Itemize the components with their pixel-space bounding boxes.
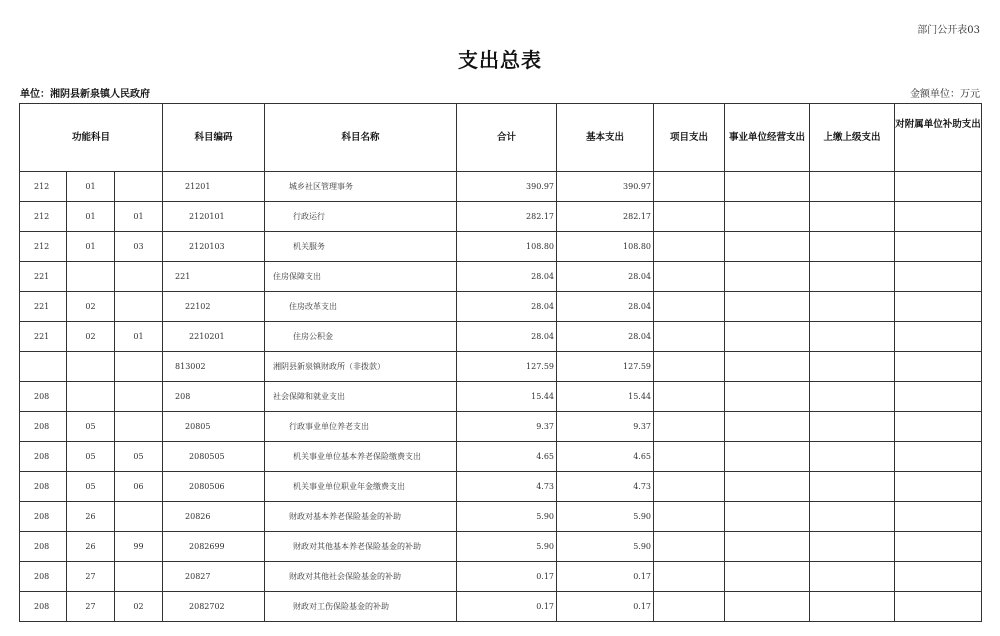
business-cell	[725, 262, 810, 292]
func-subitem-cell	[115, 292, 163, 322]
func-subitem-cell: 01	[115, 322, 163, 352]
subject-name-cell: 机关服务	[265, 232, 457, 262]
upper-cell	[810, 502, 895, 532]
subsidy-cell	[895, 292, 982, 322]
func-class-cell: 208	[20, 442, 67, 472]
business-cell	[725, 172, 810, 202]
func-subitem-cell: 03	[115, 232, 163, 262]
func-item-cell: 26	[67, 502, 115, 532]
project-cell	[654, 382, 725, 412]
table-row	[20, 352, 982, 382]
project-cell	[654, 412, 725, 442]
total-cell: 28.04	[457, 262, 557, 292]
func-item-cell	[67, 262, 115, 292]
func-class-cell	[20, 352, 67, 382]
upper-cell	[810, 262, 895, 292]
func-subitem-cell: 05	[115, 442, 163, 472]
table-row	[20, 262, 982, 292]
func-class-cell: 208	[20, 382, 67, 412]
subject-name-cell: 行政运行	[265, 202, 457, 232]
business-cell	[725, 502, 810, 532]
subsidy-cell	[895, 592, 982, 622]
func-item-cell: 01	[67, 202, 115, 232]
basic-cell: 282.17	[557, 202, 654, 232]
func-item-cell: 27	[67, 592, 115, 622]
business-cell	[725, 412, 810, 442]
upper-cell	[810, 562, 895, 592]
expenditure-table	[19, 103, 982, 622]
subject-code-cell: 2210201	[163, 322, 265, 352]
func-subitem-cell: 02	[115, 592, 163, 622]
func-item-cell: 02	[67, 322, 115, 352]
subject-name-cell: 城乡社区管理事务	[265, 172, 457, 202]
subject-code-cell: 2082699	[163, 532, 265, 562]
subject-code-cell: 20805	[163, 412, 265, 442]
project-cell	[654, 472, 725, 502]
total-cell: 0.17	[457, 562, 557, 592]
business-cell	[725, 472, 810, 502]
func-subitem-cell	[115, 172, 163, 202]
func-item-cell: 01	[67, 172, 115, 202]
func-subitem-cell	[115, 382, 163, 412]
project-cell	[654, 442, 725, 472]
total-cell: 5.90	[457, 502, 557, 532]
total-cell: 9.37	[457, 412, 557, 442]
basic-cell: 15.44	[557, 382, 654, 412]
func-item-cell: 05	[67, 472, 115, 502]
subject-code-cell: 813002	[163, 352, 265, 382]
func-subitem-cell: 99	[115, 532, 163, 562]
upper-cell	[810, 172, 895, 202]
page-title: 支出总表	[458, 48, 542, 72]
basic-cell: 9.37	[557, 412, 654, 442]
total-cell: 108.80	[457, 232, 557, 262]
func-class-cell: 221	[20, 292, 67, 322]
project-cell	[654, 202, 725, 232]
form-code: 部门公开表03	[917, 25, 980, 36]
subject-code-cell: 208	[163, 382, 265, 412]
table-row	[20, 292, 982, 322]
header-subject-name: 科目名称	[265, 104, 457, 172]
subsidy-cell	[895, 382, 982, 412]
header-total: 合计	[457, 104, 557, 172]
table-row	[20, 592, 982, 622]
subsidy-cell	[895, 322, 982, 352]
func-class-cell: 212	[20, 172, 67, 202]
table-row	[20, 172, 982, 202]
table-row	[20, 232, 982, 262]
func-item-cell: 05	[67, 442, 115, 472]
subject-name-cell: 财政对其他社会保险基金的补助	[265, 562, 457, 592]
upper-cell	[810, 592, 895, 622]
func-class-cell: 208	[20, 562, 67, 592]
func-class-cell: 221	[20, 262, 67, 292]
project-cell	[654, 262, 725, 292]
business-cell	[725, 232, 810, 262]
project-cell	[654, 502, 725, 532]
table-body	[20, 172, 982, 622]
basic-cell: 4.73	[557, 472, 654, 502]
business-cell	[725, 562, 810, 592]
upper-cell	[810, 202, 895, 232]
func-subitem-cell: 06	[115, 472, 163, 502]
project-cell	[654, 532, 725, 562]
business-cell	[725, 352, 810, 382]
reporting-unit: 单位：湘阴县新泉镇人民政府	[20, 89, 150, 100]
subsidy-cell	[895, 562, 982, 592]
table-row	[20, 532, 982, 562]
subject-code-cell: 2080505	[163, 442, 265, 472]
func-item-cell: 05	[67, 412, 115, 442]
header-func-subject: 功能科目	[20, 104, 163, 172]
subject-code-cell: 2120103	[163, 232, 265, 262]
subject-name-cell: 社会保障和就业支出	[265, 382, 457, 412]
business-cell	[725, 592, 810, 622]
project-cell	[654, 322, 725, 352]
business-cell	[725, 202, 810, 232]
amount-unit: 金额单位：万元	[910, 89, 980, 100]
upper-cell	[810, 292, 895, 322]
subject-name-cell: 财政对基本养老保险基金的补助	[265, 502, 457, 532]
total-cell: 28.04	[457, 292, 557, 322]
subsidy-cell	[895, 202, 982, 232]
basic-cell: 127.59	[557, 352, 654, 382]
subject-name-cell: 财政对其他基本养老保险基金的补助	[265, 532, 457, 562]
subsidy-cell	[895, 232, 982, 262]
func-class-cell: 208	[20, 592, 67, 622]
basic-cell: 4.65	[557, 442, 654, 472]
header-subsidy: 对附属单位补助支出	[895, 104, 982, 172]
upper-cell	[810, 412, 895, 442]
subject-code-cell: 22102	[163, 292, 265, 322]
func-class-cell: 212	[20, 202, 67, 232]
func-class-cell: 208	[20, 412, 67, 442]
header-project: 项目支出	[654, 104, 725, 172]
total-cell: 4.65	[457, 442, 557, 472]
subsidy-cell	[895, 472, 982, 502]
subsidy-cell	[895, 442, 982, 472]
header-basic: 基本支出	[557, 104, 654, 172]
func-item-cell: 01	[67, 232, 115, 262]
subsidy-cell	[895, 262, 982, 292]
business-cell	[725, 292, 810, 322]
table-row	[20, 442, 982, 472]
subject-name-cell: 住房改革支出	[265, 292, 457, 322]
project-cell	[654, 172, 725, 202]
basic-cell: 0.17	[557, 592, 654, 622]
func-item-cell: 27	[67, 562, 115, 592]
basic-cell: 5.90	[557, 502, 654, 532]
subject-code-cell: 20826	[163, 502, 265, 532]
func-subitem-cell	[115, 262, 163, 292]
func-item-cell: 26	[67, 532, 115, 562]
subject-code-cell: 221	[163, 262, 265, 292]
func-class-cell: 221	[20, 322, 67, 352]
basic-cell: 28.04	[557, 262, 654, 292]
header-subject-code: 科目编码	[163, 104, 265, 172]
table-row	[20, 322, 982, 352]
func-class-cell: 208	[20, 472, 67, 502]
func-item-cell: 02	[67, 292, 115, 322]
subject-name-cell: 机关事业单位职业年金缴费支出	[265, 472, 457, 502]
project-cell	[654, 592, 725, 622]
func-item-cell	[67, 382, 115, 412]
func-subitem-cell	[115, 502, 163, 532]
func-subitem-cell	[115, 412, 163, 442]
header-upper: 上缴上级支出	[810, 104, 895, 172]
upper-cell	[810, 472, 895, 502]
project-cell	[654, 292, 725, 322]
total-cell: 4.73	[457, 472, 557, 502]
total-cell: 15.44	[457, 382, 557, 412]
subject-name-cell: 住房保障支出	[265, 262, 457, 292]
func-class-cell: 212	[20, 232, 67, 262]
project-cell	[654, 232, 725, 262]
subsidy-cell	[895, 502, 982, 532]
subsidy-cell	[895, 172, 982, 202]
subsidy-cell	[895, 352, 982, 382]
upper-cell	[810, 232, 895, 262]
func-class-cell: 208	[20, 502, 67, 532]
header-business: 事业单位经营支出	[725, 104, 810, 172]
subject-name-cell: 湘阴县新泉镇财政所（非拨款）	[265, 352, 457, 382]
basic-cell: 28.04	[557, 322, 654, 352]
func-subitem-cell	[115, 352, 163, 382]
subject-code-cell: 2082702	[163, 592, 265, 622]
upper-cell	[810, 442, 895, 472]
business-cell	[725, 382, 810, 412]
total-cell: 282.17	[457, 202, 557, 232]
project-cell	[654, 352, 725, 382]
basic-cell: 108.80	[557, 232, 654, 262]
table-row	[20, 502, 982, 532]
upper-cell	[810, 532, 895, 562]
total-cell: 390.97	[457, 172, 557, 202]
total-cell: 0.17	[457, 592, 557, 622]
basic-cell: 28.04	[557, 292, 654, 322]
basic-cell: 5.90	[557, 532, 654, 562]
basic-cell: 390.97	[557, 172, 654, 202]
func-subitem-cell	[115, 562, 163, 592]
table-row	[20, 472, 982, 502]
subsidy-cell	[895, 412, 982, 442]
subject-code-cell: 20827	[163, 562, 265, 592]
func-item-cell	[67, 352, 115, 382]
upper-cell	[810, 382, 895, 412]
total-cell: 5.90	[457, 532, 557, 562]
business-cell	[725, 442, 810, 472]
subject-name-cell: 行政事业单位养老支出	[265, 412, 457, 442]
table-header-row	[20, 104, 982, 172]
upper-cell	[810, 322, 895, 352]
subject-name-cell: 财政对工伤保险基金的补助	[265, 592, 457, 622]
subject-code-cell: 21201	[163, 172, 265, 202]
subsidy-cell	[895, 532, 982, 562]
business-cell	[725, 532, 810, 562]
total-cell: 127.59	[457, 352, 557, 382]
func-class-cell: 208	[20, 532, 67, 562]
business-cell	[725, 322, 810, 352]
func-subitem-cell: 01	[115, 202, 163, 232]
subject-code-cell: 2080506	[163, 472, 265, 502]
table-row	[20, 412, 982, 442]
subject-name-cell: 机关事业单位基本养老保险缴费支出	[265, 442, 457, 472]
subject-code-cell: 2120101	[163, 202, 265, 232]
upper-cell	[810, 352, 895, 382]
table-row	[20, 382, 982, 412]
project-cell	[654, 562, 725, 592]
subject-name-cell: 住房公积金	[265, 322, 457, 352]
basic-cell: 0.17	[557, 562, 654, 592]
total-cell: 28.04	[457, 322, 557, 352]
table-row	[20, 202, 982, 232]
table-row	[20, 562, 982, 592]
